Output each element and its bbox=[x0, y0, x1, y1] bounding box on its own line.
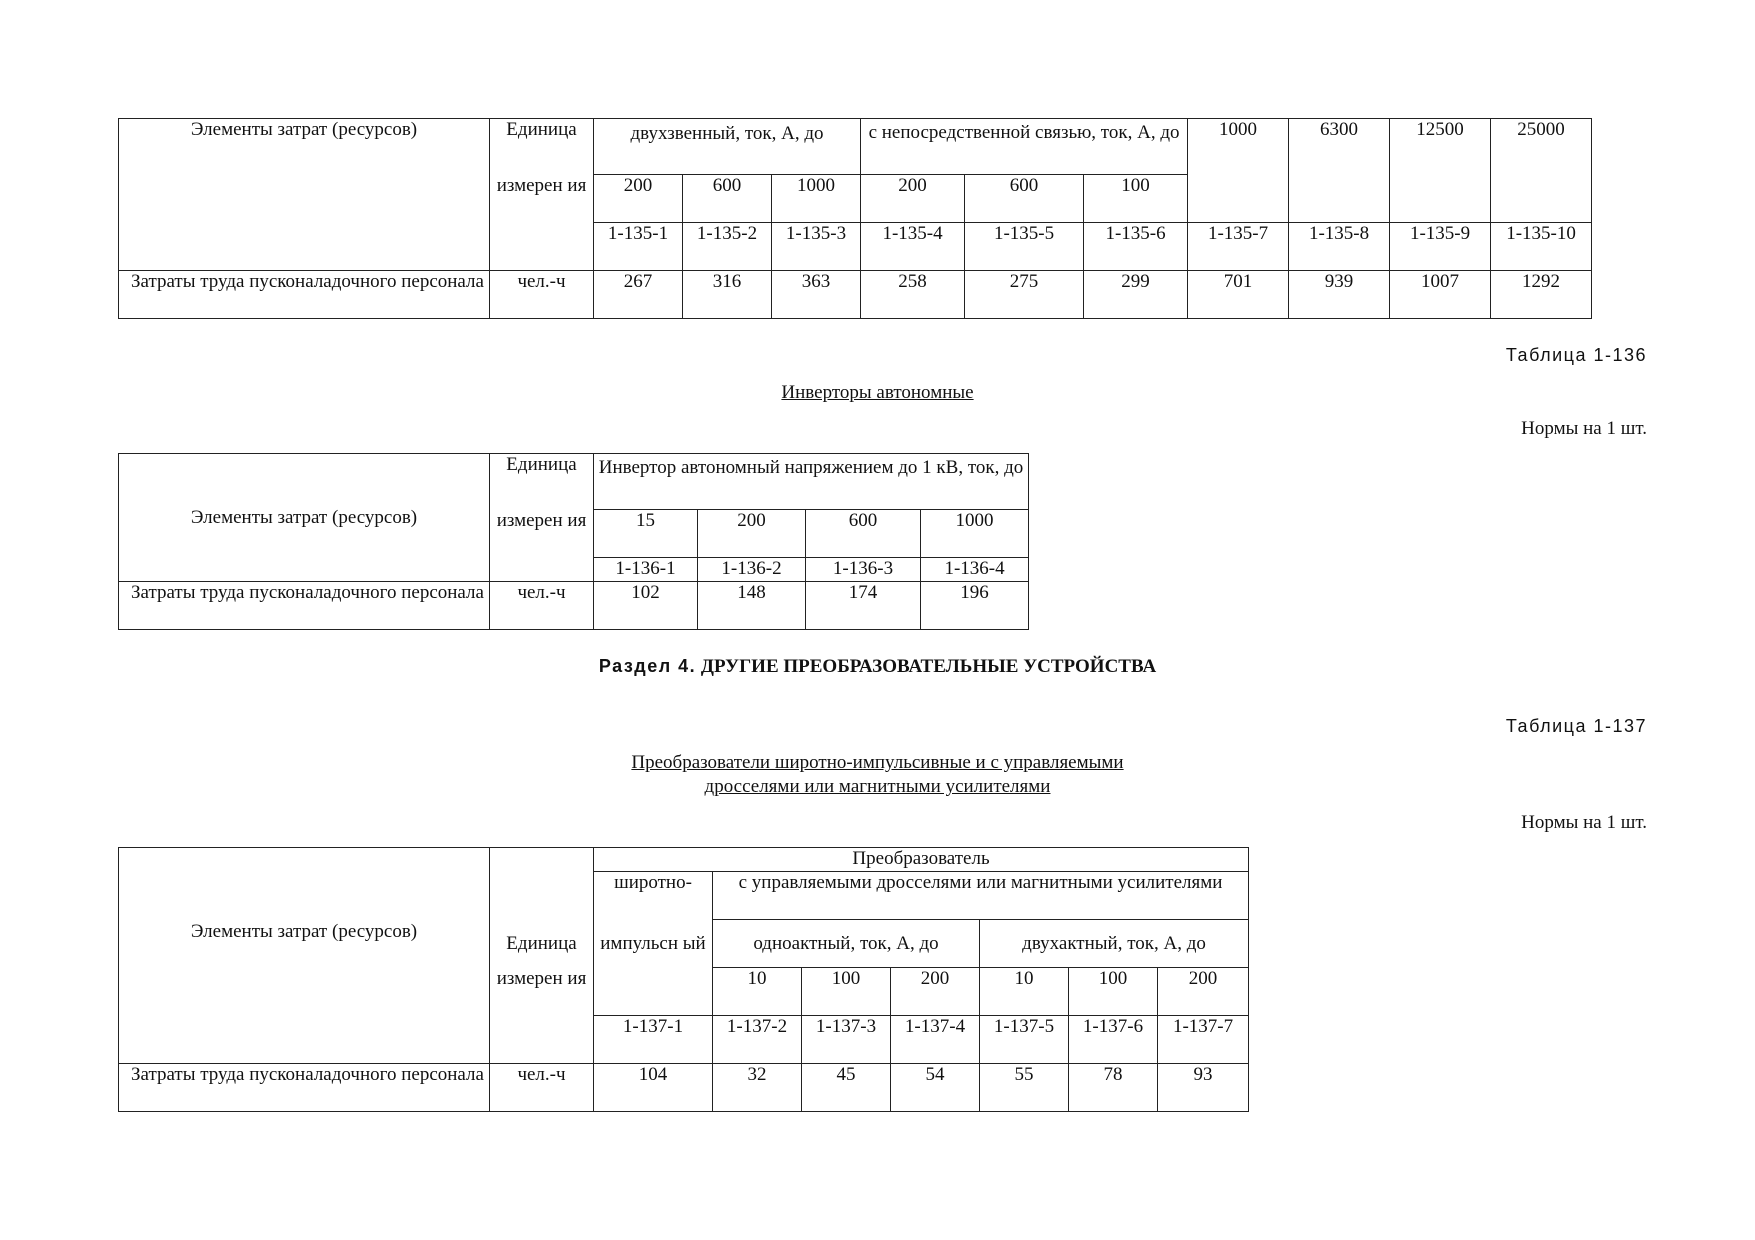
value-cell: 45 bbox=[802, 1064, 891, 1112]
code-cell: 1-137-3 bbox=[802, 1016, 891, 1064]
group-header-converter: Преобразователь bbox=[594, 848, 1249, 872]
row-label: Затраты труда пусконаладочного персонала bbox=[119, 582, 490, 630]
table-title-1-137-line1: Преобразователи широтно-импульсивные и с управляемыми bbox=[631, 752, 1124, 773]
code-cell: 1-137-2 bbox=[713, 1016, 802, 1064]
code-cell: 1-136-2 bbox=[698, 558, 806, 582]
table-row bbox=[119, 1064, 1249, 1112]
col-header-unit: Единица bbox=[490, 119, 594, 175]
header-cell: 200 bbox=[1158, 968, 1249, 1016]
value-cell: 55 bbox=[980, 1064, 1069, 1112]
code-cell: 1-135-9 bbox=[1390, 223, 1491, 271]
header-cell: 600 bbox=[806, 510, 921, 558]
code-cell: 1-137-4 bbox=[891, 1016, 980, 1064]
header-cell: 200 bbox=[861, 175, 965, 223]
header-cell: 1000 bbox=[921, 510, 1029, 558]
header-cell: 10 bbox=[980, 968, 1069, 1016]
code-cell: 1-136-3 bbox=[806, 558, 921, 582]
group-header-magnetic: с управляемыми дросселями или магнитными усилителями bbox=[713, 872, 1249, 920]
table-title-1-136: Инверторы автономные bbox=[781, 382, 974, 403]
code-cell: 1-135-5 bbox=[965, 223, 1084, 271]
col-header-pwm: широтно- bbox=[594, 872, 713, 920]
code-cell: 1-135-2 bbox=[683, 223, 772, 271]
col-header-unit-cont: измерен ия bbox=[490, 510, 594, 558]
table-row bbox=[119, 271, 1592, 319]
code-cell: 1-135-1 bbox=[594, 223, 683, 271]
table-1-137 bbox=[118, 847, 1249, 1112]
row-unit: чел.-ч bbox=[490, 1064, 594, 1112]
header-cell: 100 bbox=[1084, 175, 1188, 223]
value-cell: 93 bbox=[1158, 1064, 1249, 1112]
code-cell: 1-137-5 bbox=[980, 1016, 1069, 1064]
group-header-single: одноактный, ток, А, до bbox=[713, 920, 980, 968]
table-number-1-137: Таблица 1-137 bbox=[1505, 716, 1647, 736]
value-cell: 32 bbox=[713, 1064, 802, 1112]
value-cell: 258 bbox=[861, 271, 965, 319]
code-cell: 1-135-8 bbox=[1289, 223, 1390, 271]
header-cell: 12500 bbox=[1390, 119, 1491, 223]
row-label: Затраты труда пусконаладочного персонала bbox=[119, 1064, 490, 1112]
code-cell: 1-135-3 bbox=[772, 223, 861, 271]
code-cell: 1-137-1 bbox=[594, 1016, 713, 1064]
code-cell: 1-135-7 bbox=[1188, 223, 1289, 271]
value-cell: 1007 bbox=[1390, 271, 1491, 319]
table-1-136 bbox=[118, 453, 1029, 630]
value-cell: 196 bbox=[921, 582, 1029, 630]
col-header-elements: Элементы затрат (ресурсов) bbox=[119, 119, 490, 223]
value-cell: 104 bbox=[594, 1064, 713, 1112]
norm-label-1-137: Нормы на 1 шт. bbox=[1521, 812, 1647, 833]
table-1-135 bbox=[118, 118, 1592, 319]
code-cell: 1-137-6 bbox=[1069, 1016, 1158, 1064]
header-cell: 1000 bbox=[772, 175, 861, 223]
value-cell: 1292 bbox=[1491, 271, 1592, 319]
header-cell: 200 bbox=[594, 175, 683, 223]
row-unit: чел.-ч bbox=[490, 582, 594, 630]
header-cell: 10 bbox=[713, 968, 802, 1016]
code-cell: 1-135-10 bbox=[1491, 223, 1592, 271]
table-number-1-136: Таблица 1-136 bbox=[1505, 345, 1647, 365]
section-prefix: Раздел 4. bbox=[598, 656, 697, 676]
code-cell: 1-135-6 bbox=[1084, 223, 1188, 271]
header-cell: 600 bbox=[965, 175, 1084, 223]
table-title-1-137-line2: дросселями или магнитными усилителями bbox=[704, 776, 1051, 797]
row-unit: чел.-ч bbox=[490, 271, 594, 319]
value-cell: 267 bbox=[594, 271, 683, 319]
value-cell: 939 bbox=[1289, 271, 1390, 319]
col-header-unit: Единица bbox=[490, 920, 594, 968]
value-cell: 102 bbox=[594, 582, 698, 630]
header-cell: 6300 bbox=[1289, 119, 1390, 223]
section-title: ДРУГИЕ ПРЕОБРАЗОВАТЕЛЬНЫЕ УСТРОЙСТВА bbox=[700, 656, 1157, 677]
header-cell: 1000 bbox=[1188, 119, 1289, 223]
header-cell: 25000 bbox=[1491, 119, 1592, 223]
col-header-pwm-cont: импульсн ый bbox=[594, 920, 713, 968]
group-header-direct-link: с непосредственной связью, ток, А, до bbox=[861, 119, 1188, 175]
header-cell: 600 bbox=[683, 175, 772, 223]
value-cell: 174 bbox=[806, 582, 921, 630]
value-cell: 701 bbox=[1188, 271, 1289, 319]
code-cell: 1-137-7 bbox=[1158, 1016, 1249, 1064]
col-header-unit-cont: измерен ия bbox=[490, 175, 594, 223]
header-cell: 200 bbox=[891, 968, 980, 1016]
header-cell: 15 bbox=[594, 510, 698, 558]
header-cell: 100 bbox=[802, 968, 891, 1016]
value-cell: 148 bbox=[698, 582, 806, 630]
value-cell: 299 bbox=[1084, 271, 1188, 319]
code-cell: 1-136-4 bbox=[921, 558, 1029, 582]
col-header-elements: Элементы затрат (ресурсов) bbox=[119, 454, 490, 582]
norm-label-1-136: Нормы на 1 шт. bbox=[1521, 418, 1647, 439]
code-cell: 1-136-1 bbox=[594, 558, 698, 582]
group-header-inverter: Инвертор автономный напряжением до 1 кВ, ток, до bbox=[594, 454, 1029, 510]
col-header-elements: Элементы затрат (ресурсов) bbox=[119, 848, 490, 1016]
col-header-unit: Единица bbox=[490, 454, 594, 510]
header-cell: 200 bbox=[698, 510, 806, 558]
value-cell: 78 bbox=[1069, 1064, 1158, 1112]
table-row bbox=[119, 582, 1029, 630]
value-cell: 363 bbox=[772, 271, 861, 319]
value-cell: 275 bbox=[965, 271, 1084, 319]
group-header-two-link: двухзвенный, ток, А, до bbox=[594, 119, 861, 175]
row-label: Затраты труда пусконаладочного персонала bbox=[119, 271, 490, 319]
code-cell: 1-135-4 bbox=[861, 223, 965, 271]
group-header-double: двухактный, ток, А, до bbox=[980, 920, 1249, 968]
value-cell: 316 bbox=[683, 271, 772, 319]
col-header-unit-cont: измерен ия bbox=[490, 968, 594, 1016]
header-cell: 100 bbox=[1069, 968, 1158, 1016]
value-cell: 54 bbox=[891, 1064, 980, 1112]
section-heading bbox=[0, 656, 1755, 678]
